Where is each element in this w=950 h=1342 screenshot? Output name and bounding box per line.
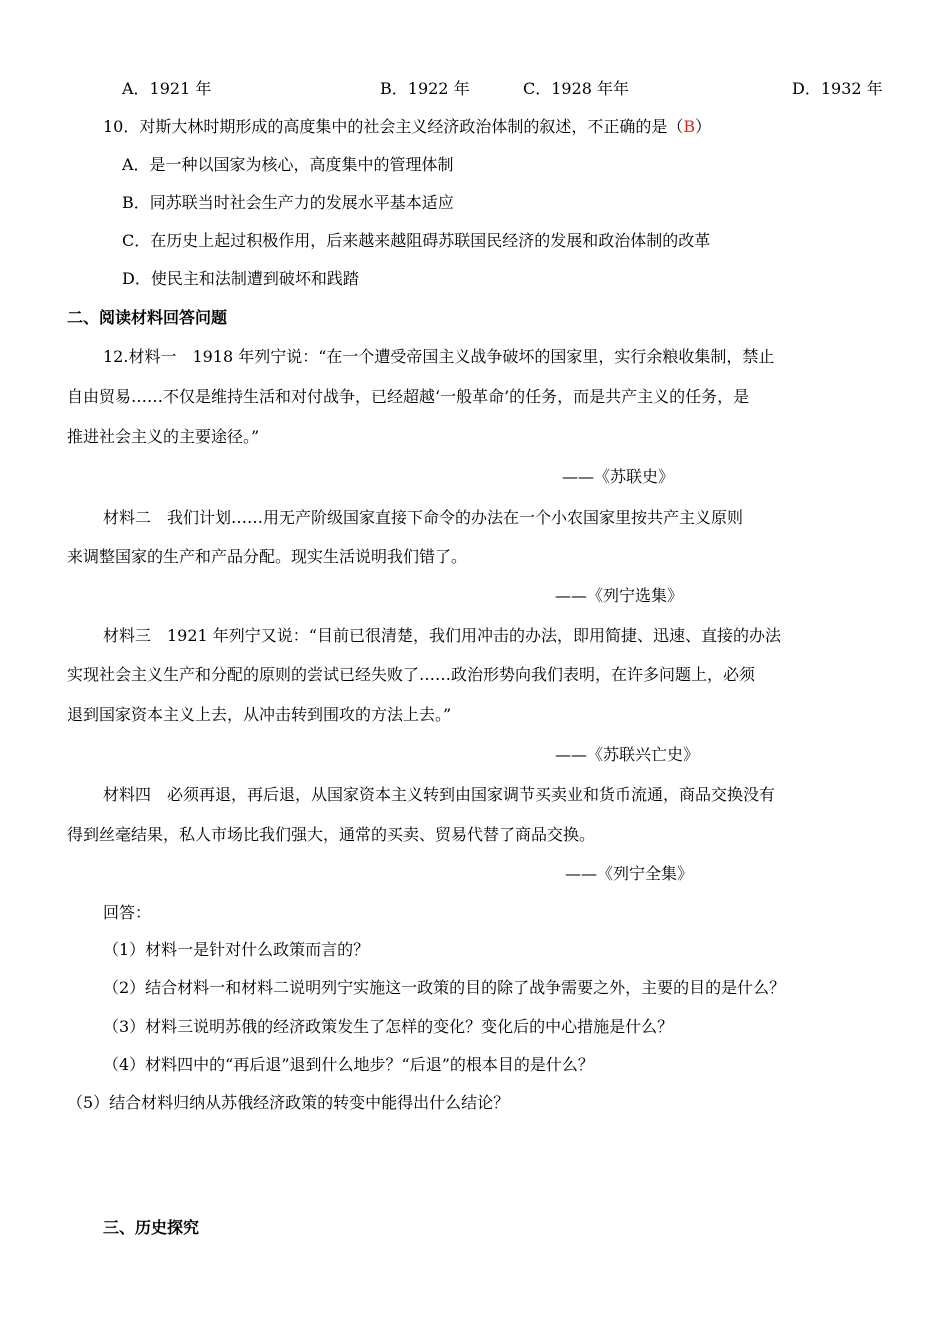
q9-option-d: D．1932 年 [792,79,883,98]
question-2: （2）结合材料一和材料二说明列宁实施这一政策的目的除了战争需要之外，主要的目的是什么？ [103,978,786,997]
q10-stem-prefix: 10．对斯大林时期形成的高度集中的社会主义经济政治体制的叙述，不正确的是（ [103,117,684,136]
q9-option-b: B．1922 年 [380,79,470,98]
q10-stem-suffix: ） [695,117,712,136]
material3-line3: 退到国家资本主义上去，从冲击转到围攻的方法上去。” [67,705,452,724]
question-3: （3）材料三说明苏俄的经济政策发生了怎样的变化？变化后的中心措施是什么？ [103,1017,674,1036]
q9-option-a: A．1921 年 [122,79,212,98]
answer-label: 回答： [103,903,152,922]
q9-option-c: C．1928 年年 [523,79,630,98]
material1-line1: 12.材料一 1918 年列宁说：“在一个遭受帝国主义战争破坏的国家里，实行余粮收集制，禁止 [103,347,775,366]
q10-stem [103,116,711,138]
material2-line1: 材料二 我们计划……用无产阶级国家直接下命令的办法在一个小农国家里按共产主义原则 [103,508,744,527]
q10-option-a: A．是一种以国家为核心，高度集中的管理体制 [122,155,454,174]
material1-source: ——《苏联史》 [562,467,675,486]
section3-heading: 三、历史探究 [103,1218,200,1237]
material2-line2: 来调整国家的生产和产品分配。现实生活说明我们错了。 [67,547,468,566]
q10-answer: B [683,117,696,136]
q10-option-c: C．在历史上起过积极作用，后来越来越阻碍苏联国民经济的发展和政治体制的改革 [122,231,711,250]
section2-heading: 二、阅读材料回答问题 [67,308,228,327]
material4-line1: 材料四 必须再退，再后退，从国家资本主义转到由国家调节买卖业和货币流通，商品交换没有 [103,785,776,804]
material4-source: ——《列宁全集》 [565,864,694,883]
question-1: （1）材料一是针对什么政策而言的？ [103,940,370,959]
material1-line2: 自由贸易……不仅是维持生活和对付战争，已经超越‘一般革命’的任务，而是共产主义的任务，是 [67,387,750,406]
material1-line3: 推进社会主义的主要途径。” [67,427,260,446]
q10-option-b: B．同苏联当时社会生产力的发展水平基本适应 [122,193,454,212]
material2-source: ——《列宁选集》 [555,586,684,605]
material3-source: ——《苏联兴亡史》 [555,745,700,764]
question-4: （4）材料四中的“再后退”退到什么地步？“后退”的根本目的是什么？ [103,1055,594,1074]
question-5: （5）结合材料归纳从苏俄经济政策的转变中能得出什么结论？ [67,1093,510,1112]
material3-line1: 材料三 1921 年列宁又说：“目前已很清楚，我们用冲击的办法，即用简捷、迅速、直接的办法 [103,626,781,645]
material3-line2: 实现社会主义生产和分配的原则的尝试已经失败了……政治形势向我们表明，在许多问题上，必须 [67,665,756,684]
q10-option-d: D．使民主和法制遭到破坏和践踏 [122,269,359,288]
material4-line2: 得到丝毫结果，私人市场比我们强大，通常的买卖、贸易代替了商品交换。 [67,825,596,844]
